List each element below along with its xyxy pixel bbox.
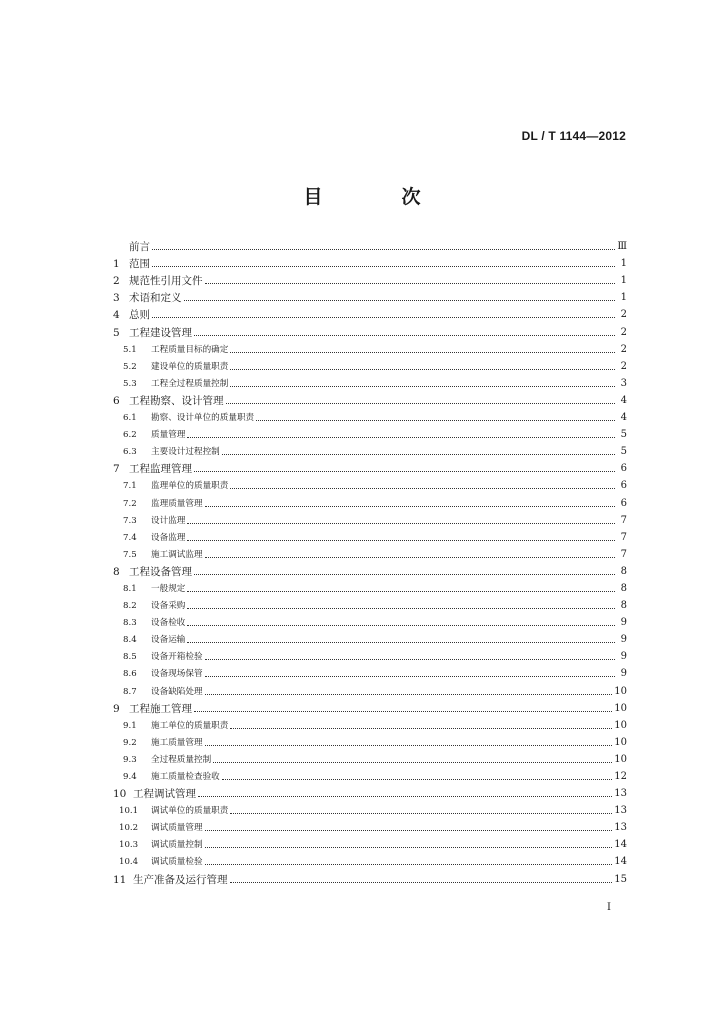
toc-entry-page: 10	[614, 719, 627, 731]
toc-entry-number: 5.1	[123, 344, 137, 355]
toc-entry-label: 施工质量检查验收	[151, 772, 220, 782]
toc-entry[interactable]	[113, 339, 627, 356]
toc-entry-page: 10	[614, 685, 627, 697]
toc-entry-label: 工程勘察、设计管理	[129, 394, 224, 407]
toc-entry[interactable]	[113, 270, 627, 287]
toc-entry-label: 施工调试监理	[151, 549, 203, 560]
toc-entry[interactable]	[113, 373, 627, 390]
toc-entry-page: 2	[620, 309, 627, 321]
toc-entry[interactable]	[113, 680, 627, 697]
toc-entry-label: 规范性引用文件	[129, 275, 203, 288]
dot-leader	[230, 727, 612, 729]
toc-entry-label: 施工单位的质量职责	[151, 720, 229, 731]
toc-entry-page: 1	[620, 258, 627, 270]
toc-entry[interactable]	[113, 578, 627, 595]
toc-entry-label: 施工质量管理	[151, 737, 203, 748]
toc-entry-number: 7.4	[123, 532, 137, 543]
toc-entry[interactable]	[113, 321, 627, 338]
toc-entry-page: 10	[614, 702, 627, 714]
toc-entry-page: 2	[620, 360, 627, 372]
toc-entry[interactable]	[113, 732, 627, 749]
dot-leader	[152, 316, 615, 318]
toc-entry-label: 设计监理	[151, 515, 186, 526]
toc-entry-number: 4	[113, 309, 120, 322]
toc-entry-number: 6.1	[123, 413, 137, 424]
dot-leader	[152, 265, 615, 267]
toc-entry-page: 7	[620, 531, 627, 543]
dot-leader	[205, 693, 613, 695]
toc-entry-label: 总则	[129, 309, 150, 322]
toc-entry[interactable]	[113, 612, 627, 629]
toc-entry-number: 8	[113, 565, 120, 578]
toc-entry-page: 4	[620, 394, 627, 406]
toc-entry-number: 5	[113, 326, 120, 339]
toc-entry-page: 10	[614, 753, 627, 765]
dot-leader	[187, 641, 615, 643]
dot-leader	[205, 675, 615, 677]
toc-entry-number: 8.4	[123, 635, 137, 646]
toc-entry-label: 调试单位的质量职责	[151, 806, 229, 817]
toc-entry-page: 14	[614, 856, 627, 868]
dot-leader	[222, 778, 613, 780]
toc-entry-label: 工程全过程质量控制	[151, 378, 229, 389]
toc-entry[interactable]	[113, 698, 627, 715]
toc-entry-label: 调试质量控制	[151, 840, 203, 851]
table-of-contents	[113, 236, 627, 886]
dot-leader	[230, 351, 615, 353]
dot-leader	[230, 385, 615, 387]
toc-entry[interactable]	[113, 561, 627, 578]
toc-entry[interactable]	[113, 766, 627, 783]
toc-entry-page: 13	[614, 805, 627, 817]
toc-entry-number: 8.2	[123, 601, 137, 612]
toc-entry-number: 6.3	[123, 447, 137, 458]
toc-entry-label: 监理质量管理	[151, 498, 203, 509]
dot-leader	[213, 761, 612, 763]
toc-entry-page: 8	[620, 600, 627, 612]
dot-leader	[205, 744, 613, 746]
toc-entry-label: 设备检收	[151, 618, 186, 629]
dot-leader	[205, 846, 613, 848]
toc-entry[interactable]	[113, 868, 627, 885]
toc-entry[interactable]	[113, 253, 627, 270]
toc-entry-page: 1	[620, 275, 627, 287]
toc-entry-number: 6.2	[123, 430, 137, 441]
toc-entry[interactable]	[113, 800, 627, 817]
toc-entry[interactable]	[113, 441, 627, 458]
toc-entry-page: 10	[614, 736, 627, 748]
toc-entry-label: 主要设计过程控制	[151, 447, 220, 458]
toc-entry-number: 9.2	[123, 737, 137, 748]
toc-entry-number: 7	[113, 463, 120, 476]
toc-entry-number: 8.5	[123, 652, 137, 663]
dot-leader	[187, 590, 615, 592]
toc-entry-label: 工程设备管理	[129, 565, 192, 578]
toc-entry-page: 7	[620, 514, 627, 526]
dot-leader	[205, 658, 615, 660]
toc-entry-page: Ⅲ	[617, 241, 627, 253]
dot-leader	[187, 607, 615, 609]
toc-entry-label: 调试质量检验	[151, 857, 203, 868]
toc-entry-number: 3	[113, 292, 120, 305]
toc-entry[interactable]	[113, 492, 627, 509]
toc-entry-label: 工程监理管理	[129, 463, 192, 476]
toc-entry-number: 8.1	[123, 583, 137, 594]
toc-entry-page: 14	[614, 839, 627, 851]
toc-entry-label: 设备采购	[151, 601, 186, 612]
dot-leader	[194, 573, 615, 575]
toc-entry-label: 工程建设管理	[129, 326, 192, 339]
toc-entry[interactable]	[113, 715, 627, 732]
toc-entry-page: 12	[614, 771, 627, 782]
toc-entry[interactable]	[113, 817, 627, 834]
page-title: 目 次	[303, 186, 451, 208]
toc-entry-page: 8	[620, 582, 627, 594]
dot-leader	[205, 829, 613, 831]
toc-entry-page: 9	[620, 668, 627, 680]
toc-entry[interactable]	[113, 629, 627, 646]
toc-entry-page: 6	[620, 463, 627, 475]
toc-entry-number: 5.3	[123, 378, 137, 389]
toc-entry-label: 一般规定	[151, 583, 186, 594]
toc-entry[interactable]	[113, 749, 627, 766]
toc-entry[interactable]	[113, 646, 627, 663]
toc-entry-label: 建设单位的质量职责	[151, 361, 229, 372]
toc-entry-number: 2	[113, 275, 120, 288]
dot-leader	[152, 248, 615, 250]
toc-entry-number: 10.4	[119, 857, 139, 868]
standard-code: DL / T 1144—2012	[521, 129, 626, 143]
dot-leader	[187, 522, 615, 524]
dot-leader	[184, 299, 616, 301]
page-number: I	[607, 902, 611, 913]
dot-leader	[198, 795, 612, 797]
toc-entry-label: 生产准备及运行管理	[133, 873, 228, 886]
toc-entry-page: 7	[620, 548, 627, 560]
toc-entry-page: 5	[620, 429, 627, 441]
toc-entry-number: 7.1	[123, 481, 137, 492]
toc-entry-page: 15	[614, 873, 627, 885]
toc-entry[interactable]	[113, 424, 627, 441]
toc-entry-page: 4	[620, 412, 627, 424]
toc-entry-number: 9	[113, 702, 120, 715]
toc-entry-number: 10	[113, 788, 127, 801]
toc-entry-page: 3	[620, 377, 627, 389]
toc-entry-label: 术语和定义	[129, 292, 182, 305]
dot-leader	[205, 282, 616, 284]
toc-entry-number: 11	[113, 873, 127, 886]
dot-leader	[226, 402, 616, 404]
toc-entry[interactable]	[113, 834, 627, 851]
toc-entry-number: 10.3	[119, 840, 139, 851]
toc-entry-number: 6	[113, 394, 120, 407]
dot-leader	[205, 863, 613, 865]
toc-entry-page: 2	[620, 326, 627, 338]
toc-entry[interactable]	[113, 510, 627, 527]
toc-entry[interactable]	[113, 304, 627, 321]
toc-entry-label: 质量管理	[151, 430, 186, 441]
toc-entry[interactable]	[113, 407, 627, 424]
toc-entry-number: 5.2	[123, 361, 137, 372]
toc-entry-number: 10.1	[119, 806, 139, 817]
toc-entry[interactable]	[113, 390, 627, 407]
toc-entry-label: 监理单位的质量职责	[151, 481, 229, 492]
toc-entry-number: 9.3	[123, 754, 137, 765]
toc-entry[interactable]	[113, 458, 627, 475]
toc-entry-page: 6	[620, 480, 627, 492]
toc-entry-number: 8.3	[123, 618, 137, 629]
toc-entry[interactable]	[113, 663, 627, 680]
toc-entry-page: 9	[620, 651, 627, 663]
dot-leader	[187, 539, 615, 541]
toc-entry-page: 8	[620, 565, 627, 577]
toc-entry-number: 8.6	[123, 669, 137, 680]
dot-leader	[205, 556, 615, 558]
toc-entry-page: 9	[620, 634, 627, 646]
dot-leader	[256, 419, 615, 421]
dot-leader	[205, 505, 615, 507]
toc-entry-number: 8.7	[123, 686, 137, 697]
toc-entry-page: 9	[620, 617, 627, 629]
toc-entry-label: 勘察、设计单位的质量职责	[151, 413, 255, 424]
dot-leader	[230, 487, 615, 489]
toc-entry-page: 5	[620, 446, 627, 458]
toc-entry-page: 6	[620, 497, 627, 509]
toc-entry-number: 9.1	[123, 720, 137, 731]
dot-leader	[194, 470, 615, 472]
toc-entry-number: 9.4	[123, 772, 137, 782]
toc-entry[interactable]	[113, 236, 627, 253]
toc-entry-number: 7.5	[123, 549, 137, 560]
toc-entry-label: 设备缺陷处理	[151, 686, 203, 697]
toc-entry[interactable]	[113, 783, 627, 800]
toc-entry-page: 1	[620, 292, 627, 304]
toc-entry-number: 7.3	[123, 515, 137, 526]
toc-entry-label: 前言	[129, 241, 150, 254]
toc-entry-label: 范围	[129, 258, 150, 271]
toc-entry[interactable]	[113, 356, 627, 373]
dot-leader	[187, 436, 615, 438]
dot-leader	[194, 334, 615, 336]
toc-entry-label: 工程质量目标的确定	[151, 344, 229, 355]
toc-entry-label: 设备运输	[151, 635, 186, 646]
toc-entry-number: 7.2	[123, 498, 137, 509]
dot-leader	[230, 812, 612, 814]
toc-entry-page: 2	[620, 343, 627, 355]
toc-entry-number: 1	[113, 258, 120, 271]
dot-leader	[230, 368, 615, 370]
toc-entry-label: 设备监理	[151, 532, 186, 543]
toc-entry[interactable]	[113, 595, 627, 612]
toc-entry[interactable]	[113, 287, 627, 304]
toc-entry[interactable]	[113, 475, 627, 492]
toc-entry-label: 工程调试管理	[133, 788, 196, 801]
toc-entry[interactable]	[113, 544, 627, 561]
toc-entry-label: 全过程质量控制	[151, 754, 212, 765]
dot-leader	[194, 710, 612, 712]
dot-leader	[222, 453, 615, 455]
toc-entry-label: 工程施工管理	[129, 702, 192, 715]
toc-entry-label: 设备开箱检验	[151, 652, 203, 663]
dot-leader	[230, 881, 613, 883]
toc-entry[interactable]	[113, 527, 627, 544]
toc-entry-label: 设备现场保管	[151, 669, 203, 680]
toc-entry-page: 13	[614, 788, 627, 800]
toc-entry-label: 调试质量管理	[151, 823, 203, 834]
toc-entry-number: 10.2	[119, 823, 139, 834]
dot-leader	[187, 624, 615, 626]
toc-entry-page: 13	[614, 822, 627, 834]
toc-entry[interactable]	[113, 851, 627, 868]
